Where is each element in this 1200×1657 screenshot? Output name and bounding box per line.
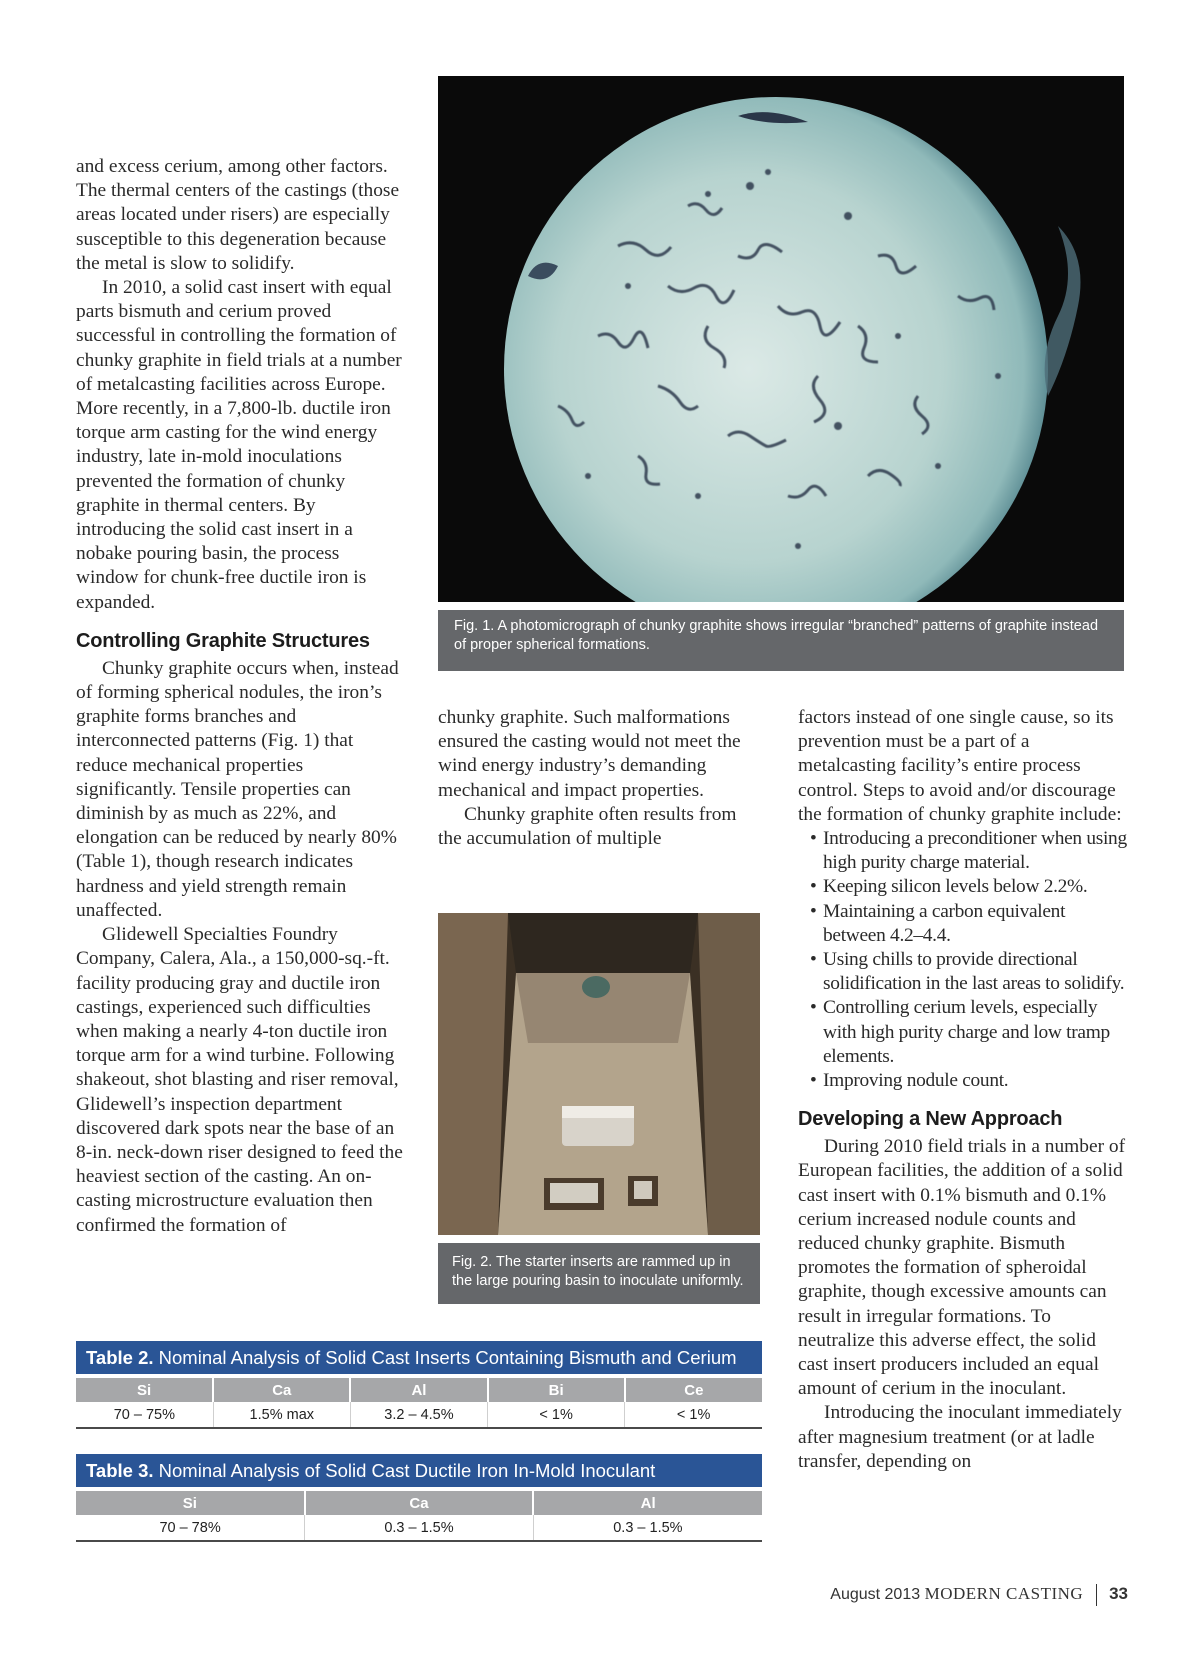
table-3-grid — [76, 1491, 762, 1542]
table-cell: 70 – 75% — [76, 1402, 213, 1428]
paragraph: Introducing the inoculant immediately after magnesium treatment (or at ladle transfer, depending on — [798, 1402, 1122, 1472]
section-heading: Developing a New Approach — [798, 1108, 1063, 1131]
column-header: Ca — [305, 1491, 534, 1515]
column-3 — [798, 706, 1130, 1474]
table-2-label: Table 2. — [86, 1347, 154, 1368]
table-header-row — [76, 1378, 762, 1402]
table-row — [76, 1402, 762, 1428]
table-cell: 70 – 78% — [76, 1515, 305, 1541]
column-2 — [438, 706, 758, 851]
list-item: • Using chills to provide directional solidification in the last areas to solidify. — [798, 948, 1130, 996]
footer-divider — [1096, 1584, 1097, 1606]
figure-2-caption: Fig. 2. The starter inserts are rammed up in the large pouring basin to inoculate uniformly. — [438, 1243, 760, 1304]
table-cell: < 1% — [625, 1402, 762, 1428]
pouring-basin-photo — [438, 913, 760, 1235]
column-1 — [76, 155, 406, 1238]
table-header-row — [76, 1491, 762, 1515]
column-header: Al — [533, 1491, 762, 1515]
page-footer — [830, 1584, 1128, 1606]
list-item: • Improving nodule count. — [798, 1069, 1130, 1093]
photomicrograph-image — [438, 76, 1124, 602]
paragraph: Glidewell Specialties Foundry Company, Calera, Ala., a 150,000-sq.-ft. facility producing gray and ductile iron castings, experienced such difficulties when making a nearly 4-ton ductile iron torque arm for a wind turbine. Following shakeout, shot blasting and riser removal, Glidewell’s inspection department discovered dark spots near the base of an 8-in. neck-down riser designed to feed the heaviest section of the casting. An on-casting microstructure evaluation then confirmed the formation of — [76, 924, 403, 1236]
table-2-caption: Nominal Analysis of Solid Cast Inserts Containing Bismuth and Cerium — [158, 1347, 737, 1368]
table-3-caption: Nominal Analysis of Solid Cast Ductile Iron In-Mold Inoculant — [158, 1460, 656, 1481]
table-3-label: Table 3. — [86, 1460, 154, 1481]
table-2 — [76, 1341, 762, 1429]
figure-2 — [438, 913, 760, 1304]
table-2-grid — [76, 1378, 762, 1429]
table-cell: 1.5% max — [213, 1402, 350, 1428]
paragraph: During 2010 field trials in a number of European facilities, the addition of a solid cast insert with 0.1% bismuth and 0.1% cerium increased nodule counts and reduced chunky graphite. Bismuth promotes the formation of spheroidal graphite, though excessive amounts can result in irregular formations. To neutralize this adverse effect, the solid cast insert producers included an equal amount of cerium in the inoculant. — [798, 1136, 1126, 1400]
table-cell: 0.3 – 1.5% — [305, 1515, 534, 1541]
pouring-basin-graphic — [438, 913, 760, 1235]
table-2-title — [76, 1341, 762, 1374]
table-cell: 3.2 – 4.5% — [350, 1402, 487, 1428]
photomicrograph-graphic — [438, 76, 1124, 602]
column-header: Si — [76, 1491, 305, 1515]
paragraph: In 2010, a solid cast insert with equal parts bismuth and cerium proved successful in controlling the formation of chunky graphite in field trials at a number of metalcasting facilities across Europe. More recently, in a 7,800-lb. ductile iron torque arm casting for the wind energy industry, late in-mold inoculations prevented the formation of chunky graphite in thermal centers. By introducing the solid cast insert in a nobake pouring basin, the process window for chunk-free ductile iron is expanded. — [76, 277, 402, 613]
column-header: Si — [76, 1378, 213, 1402]
paragraph: Chunky graphite occurs when, instead of forming spherical nodules, the iron’s graphite forms branches and interconnected patterns (Fig. 1) that reduce mechanical properties significantly. Tensile properties can diminish by as much as 22%, and elongation can be reduced by nearly 80% (Table 1), though research indicates hardness and yield strength remain unaffected. — [76, 657, 399, 921]
table-3-title — [76, 1454, 762, 1487]
issue-date: August 2013 — [830, 1586, 921, 1604]
list-item: • Maintaining a carbon equivalent between 4.2–4.4. — [798, 900, 1130, 948]
paragraph: chunky graphite. Such malformations ensured the casting would not meet the wind energy industry’s demanding mechanical and impact properties. — [438, 707, 741, 801]
table-row — [76, 1515, 762, 1541]
page-number: 33 — [1109, 1584, 1128, 1604]
paragraph: factors instead of one single cause, so its prevention must be a part of a metalcasting facility’s entire process control. Steps to avoid and/or discourage the formation of chunky graphite include: — [798, 707, 1122, 825]
section-heading: Controlling Graphite Structures — [76, 629, 370, 652]
table-3 — [76, 1454, 762, 1542]
column-header: Ca — [213, 1378, 350, 1402]
prevention-list — [798, 827, 1130, 1093]
list-item: • Controlling cerium levels, especially with high purity charge and low tramp elements. — [798, 996, 1130, 1069]
column-header: Al — [350, 1378, 487, 1402]
table-cell: < 1% — [488, 1402, 625, 1428]
list-item: • Introducing a preconditioner when using high purity charge material. — [798, 827, 1130, 875]
table-cell: 0.3 – 1.5% — [533, 1515, 762, 1541]
list-item: • Keeping silicon levels below 2.2%. — [798, 875, 1130, 899]
column-header: Ce — [625, 1378, 762, 1402]
magazine-name: MODERN CASTING — [924, 1584, 1084, 1604]
paragraph: Chunky graphite often results from the accumulation of multiple — [438, 803, 737, 850]
figure-1 — [438, 76, 1124, 671]
paragraph: and excess cerium, among other factors. The thermal centers of the castings (those areas located under risers) are especially susceptible to this degeneration because the metal is slow to solidify. — [76, 156, 400, 274]
figure-1-caption: Fig. 1. A photomicrograph of chunky graphite shows irregular “branched” patterns of graphite instead of proper spherical formations. — [438, 610, 1124, 671]
column-header: Bi — [488, 1378, 625, 1402]
